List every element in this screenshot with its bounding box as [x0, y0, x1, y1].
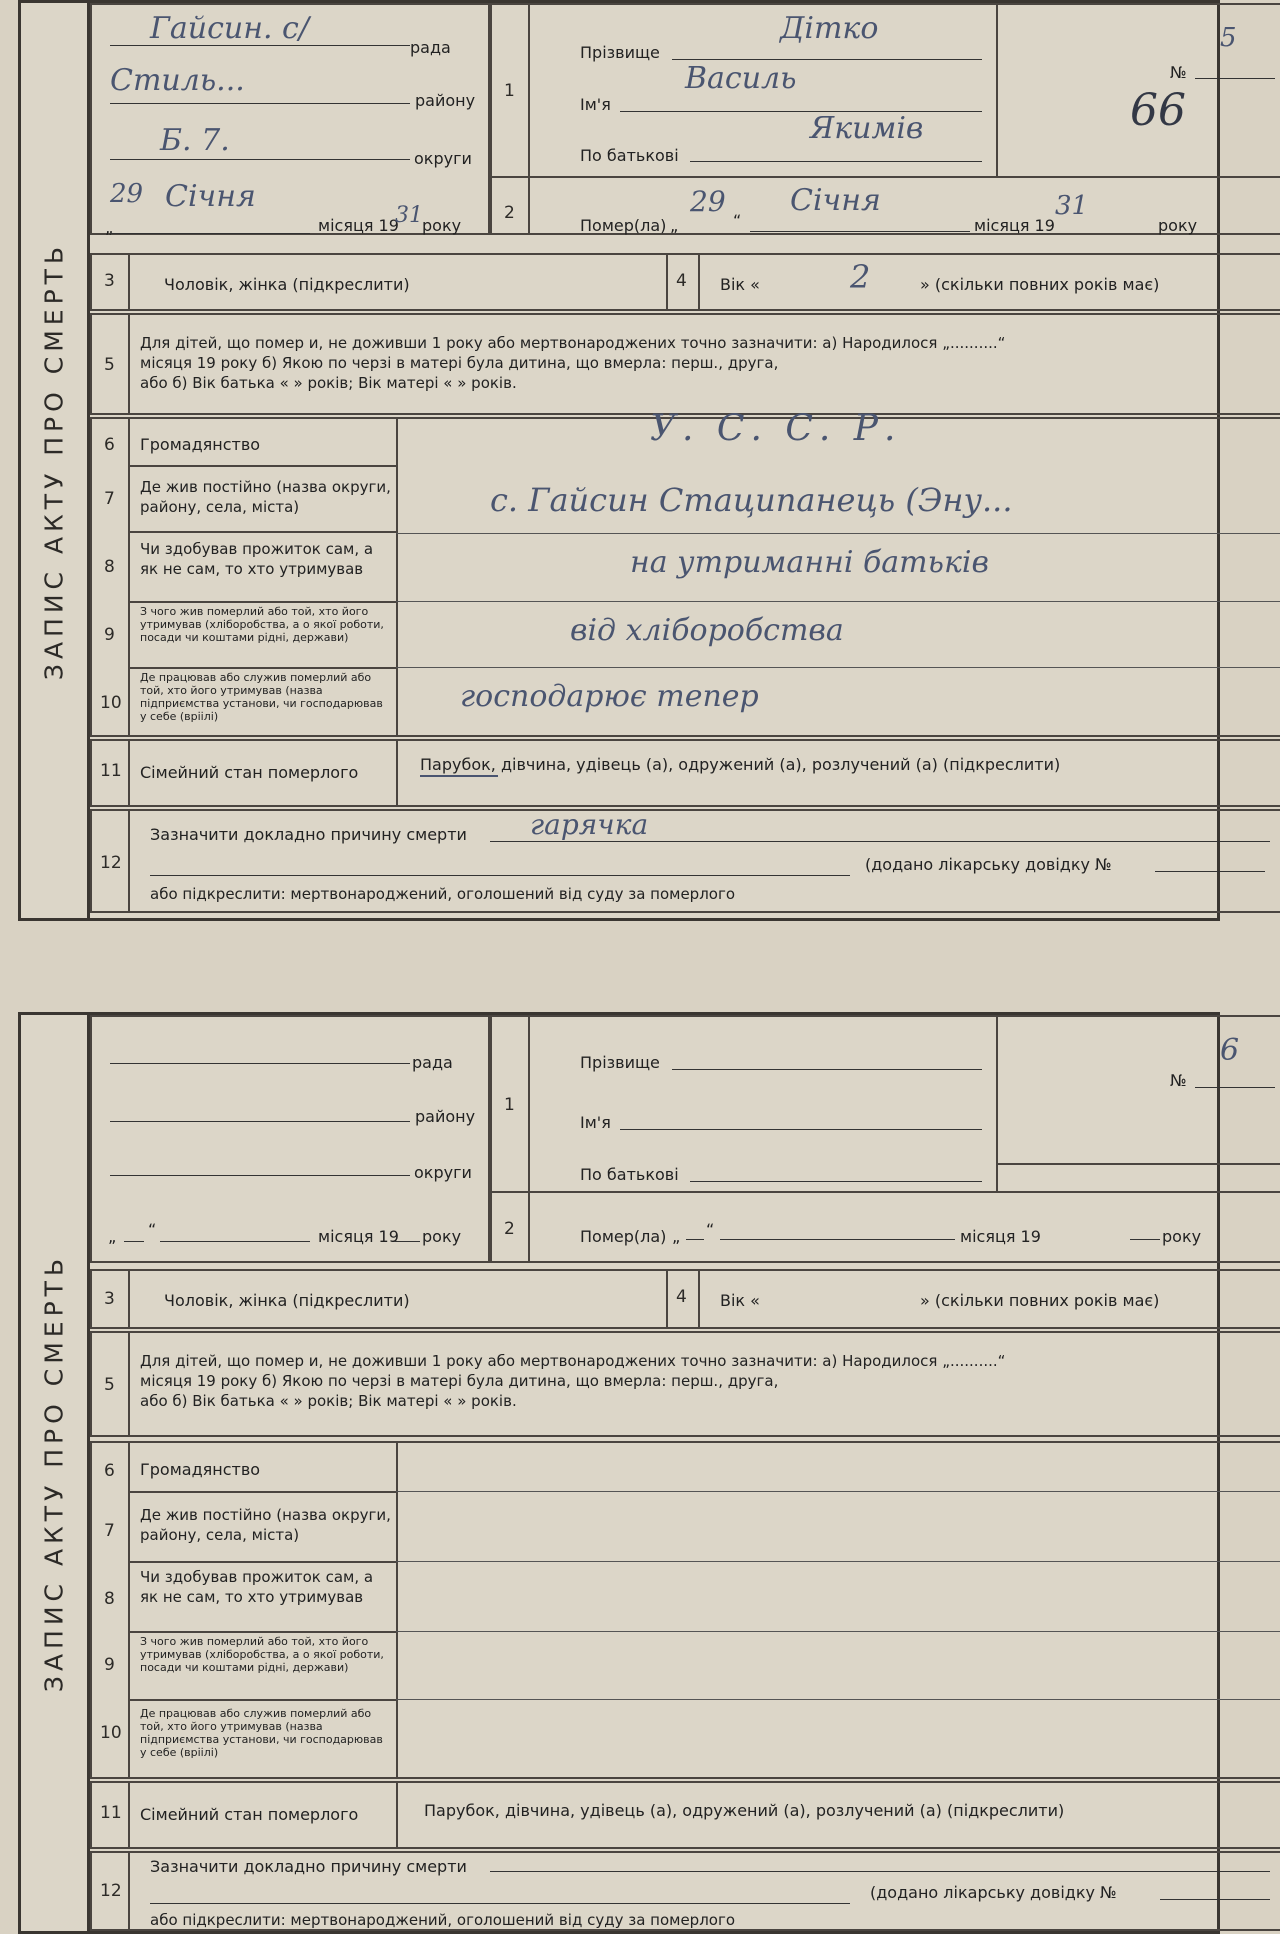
- family-status-label: Сімейний стан померлого: [140, 1805, 359, 1824]
- citizenship-label: Громадянство: [140, 1460, 261, 1479]
- rayon-value: Стиль...: [110, 63, 245, 98]
- employer-label: Де працював або служив померлий або той, хто його утримував (назва підприємства установи, чи господарював у себе (вріілі): [140, 671, 383, 723]
- citizenship-value: У. С. С. Р.: [650, 408, 902, 449]
- cause-value: гарячка: [530, 808, 649, 841]
- record-number: 6: [1220, 1033, 1240, 1068]
- reg-year: 31: [395, 203, 423, 228]
- death-day: 29: [690, 185, 726, 218]
- record-body: рада району округи „ “ місяця 19 року 1 2 Прізвище Ім'я По батькові № 6 Помер(ла) „ “ місяця 19 року 3 Чоловік, жінка (підкреслити) 4 Вік « » (скільки повних років має) 5 Для дітей, що помер и, не доживши 1 року або мертвонароджених точно зазначити: а) Народилося „..........“ місяця 19 року б) Якою по черзі в матері була дитина, що вмерла: перш., друга, або б) Вік батька « » років; Вік матері « » років. 6 7 8 9 10 Громадянство Де жив постійно (назва округи, району, села, міста) Чи здобував прожиток сам, а як не сам, то хто утримував З чого жив померлий або той, хто його утримував (хліборобства, а о якої роботи, посади чи коштами рідні, держави) Де працював або служив померлий або той, хто його утримував (назва підприємства установи, чи господарював у себе (вріілі) 11 Сімейний стан померлого Парубок, дівчина, удівець (а), одружений (а), розлучений (а) (підкреслити) 12 Зазначити докладно причину смерти (додано лікарську довідку № або підкреслити: мертвонароджений, оголошений від суду за померлого: [90, 1015, 1217, 1931]
- name-value: Василь: [685, 61, 797, 96]
- employer-label: Де працював або служив померлий або той, хто його утримував (назва підприємства установи, чи господарював у себе (вріілі): [140, 1707, 383, 1759]
- livelihood-value: на утриманні батьків: [630, 545, 989, 580]
- reg-month: Січня: [165, 179, 256, 214]
- family-status-label: Сімейний стан померлого: [140, 763, 359, 782]
- number-box: [996, 3, 1280, 178]
- children-note: Для дітей, що помер и, не доживши 1 року або мертвонароджених точно зазначити: а) Народилося „..........“ місяця 19 року б) Якою по черзі в матері була дитина, що вмерла: перш., друга, або б) Вік батька « » років; Вік матері « » років.: [140, 1352, 1006, 1410]
- family-options: Парубок, дівчина, удівець (а), одружений (а), розлучений (а) (підкреслити): [424, 1801, 1065, 1820]
- citizenship-label: Громадянство: [140, 435, 261, 454]
- income-label: З чого жив померлий або той, хто його утримував (хліборобства, а о якої роботи, посади чи коштами рідні, держави): [140, 605, 384, 644]
- residence-label: Де жив постійно (назва округи, району, села, міста): [140, 1506, 391, 1544]
- cause-label: Зазначити докладно причину смерти: [150, 825, 467, 844]
- family-options: Парубок, дівчина, удівець (а), одружений (а), розлучений (а) (підкреслити): [420, 755, 1061, 774]
- income-label: З чого жив померлий або той, хто його утримував (хліборобства, а о якої роботи, посади чи коштами рідні, держави): [140, 1635, 384, 1674]
- reg-day: 29: [110, 179, 144, 209]
- record-body: рада Гайсин. с/ району Стиль... округи Б. 7. „ 29 Січня місяця 19 31 року 1 2 Прізвище Дітко Ім'я Василь По батькові Якимів 66 № 5 Помер(ла) „ 29 “ Січня місяця 19 31 року 3 Чоловік, жінка (підкреслити) 4 Вік « 2 » (скільки повних років має) 5 Для дітей, що помер и, не доживши 1 року або мертвонароджених точно зазначити: а) Народилося „..........“ місяця 19 року б) Якою по черзі в матері була дитина, що вмерла: перш., друга, або б) Вік батька « » років; Вік матері « » років. 6 7 8 9 10 Громадянство Де жив постійно (назва округи, району, села, міста) Чи здобував прожиток сам, а як не сам, то хто утримував З чого жив померлий або той, хто його утримував (хліборобства, а о якої роботи, посади чи коштами рідні, держави) Де працював або служив померлий або той, хто його утримував (назва підприємства установи, чи господарював у себе (вріілі) У. С. С. Р. с. Гайсин Стаципанець (Эну... на утриманні батьків від хліборобства господарює тепер 11 Сімейний стан померлого Парубок, дівчина, удівець (а), одружений (а), розлучений (а) (підкреслити) 12 Зазначити докладно причину смерти гарячка (додано лікарську довідку № або підкреслити: мертвонароджений, оголошений від суду за померлого: [90, 3, 1217, 918]
- rada-value: Гайсин. с/: [150, 11, 309, 46]
- sex-label: Чоловік, жінка (підкреслити): [164, 275, 410, 294]
- okruha-value: Б. 7.: [160, 123, 230, 158]
- livelihood-label: Чи здобував прожиток сам, а як не сам, то хто утримував: [140, 540, 374, 578]
- sex-label: Чоловік, жінка (підкреслити): [164, 1291, 410, 1310]
- death-year: 31: [1055, 191, 1089, 221]
- patronymic-value: Якимів: [810, 111, 924, 146]
- age-value: 2: [850, 258, 871, 296]
- cause-label: Зазначити докладно причину смерти: [150, 1857, 467, 1876]
- livelihood-label: Чи здобував прожиток сам, а як не сам, то хто утримував: [140, 1568, 374, 1606]
- death-record-1: [18, 0, 1237, 921]
- stillborn-note: або підкреслити: мертвонароджений, оголошений від суду за померлого: [150, 885, 736, 903]
- employer-value: господарює тепер: [460, 679, 759, 714]
- side-title: ЗАПИС АКТУ ПРО СМЕРТЬ: [21, 3, 90, 918]
- side-title: ЗАПИС АКТУ ПРО СМЕРТЬ: [21, 1015, 90, 1931]
- stamp-number: 66: [1130, 85, 1186, 136]
- residence-label: Де жив постійно (назва округи, району, села, міста): [140, 478, 391, 516]
- death-month: Січня: [790, 183, 881, 218]
- residence-value: с. Гайсин Стаципанець (Эну...: [490, 481, 1013, 519]
- stillborn-note: або підкреслити: мертвонароджений, оголошений від суду за померлого: [150, 1911, 736, 1929]
- surname-value: Дітко: [780, 11, 879, 46]
- income-value: від хліборобства: [570, 613, 844, 648]
- record-number: 5: [1220, 23, 1237, 53]
- children-note: Для дітей, що помер и, не доживши 1 року або мертвонароджених точно зазначити: а) Народилося „..........“ місяця 19 року б) Якою по черзі в матері була дитина, що вмерла: перш., друга, або б) Вік батька « » років; Вік матері « » років.: [140, 334, 1006, 392]
- death-record-2: [18, 1012, 1240, 1934]
